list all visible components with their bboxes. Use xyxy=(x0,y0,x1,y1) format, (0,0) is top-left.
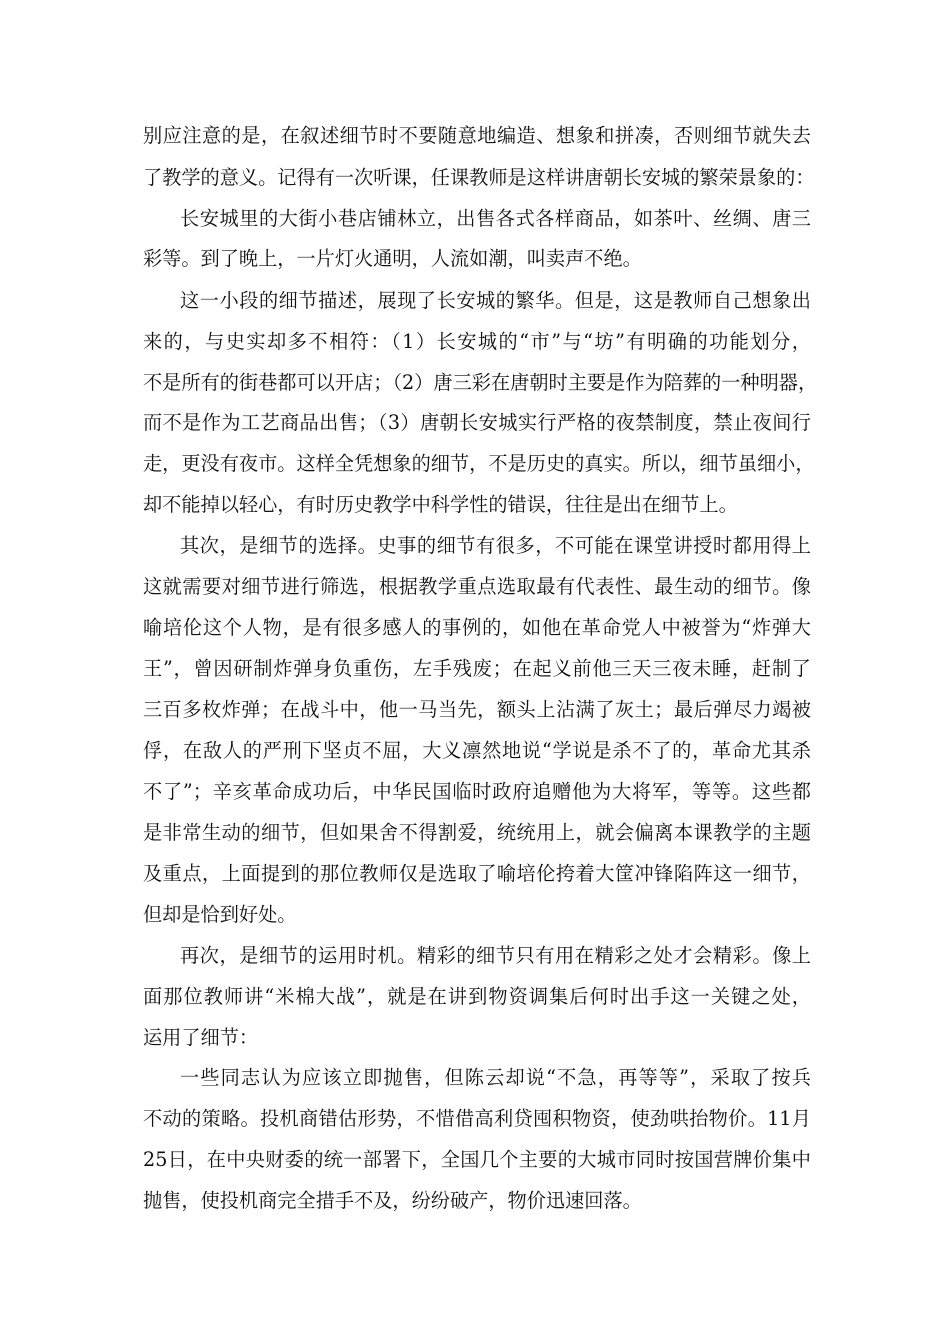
text-line: 及重点，上面提到的那位教师仅是选取了喻培伦挎着大筐冲锋陷阵这一细节， xyxy=(143,862,811,885)
text-line: 三百多枚炸弹；在战斗中，他一马当先，额头上沾满了灰土；最后弹尽力竭被 xyxy=(143,698,811,721)
text-line: 不了”；辛亥革命成功后，中华民国临时政府追赠他为大将军，等等。这些都 xyxy=(143,780,811,803)
quote-line: 抛售，使投机商完全措手不及，纷纷破产，物价迅速回落。 xyxy=(143,1189,642,1212)
text-line: 而不是作为工艺商品出售；（3）唐朝长安城实行严格的夜禁制度，禁止夜间行 xyxy=(143,411,811,434)
text-line: 不是所有的街巷都可以开店；（2）唐三彩在唐朝时主要是作为陪葬的一种明器， xyxy=(143,371,818,394)
text-line: 来的，与史实却多不相符：（1）长安城的“市”与“坊”有明确的功能划分， xyxy=(143,330,811,353)
text-line: 是非常生动的细节，但如果舍不得割爱，统统用上，就会偏离本课教学的主题 xyxy=(143,821,811,844)
text-line: 俘，在敌人的严刑下坚贞不屈，大义凛然地说“学说是杀不了的，革命尤其杀 xyxy=(143,739,811,762)
quote-line: 彩等。到了晚上，一片灯火通明，人流如潮，叫卖声不绝。 xyxy=(143,247,642,270)
text-line: 再次，是细节的运用时机。精彩的细节只有用在精彩之处才会精彩。像上 xyxy=(180,944,811,967)
text-line: 王”，曾因研制炸弹身负重伤，左手残废；在起义前他三天三夜未睡，赶制了 xyxy=(143,657,811,680)
text-line: 这一小段的细节描述，展现了长安城的繁华。但是，这是教师自己想象出 xyxy=(180,289,811,312)
quote-line: 一些同志认为应该立即抛售，但陈云却说“不急，再等等”，采取了按兵 xyxy=(180,1066,811,1089)
text-line: 走，更没有夜市。这样全凭想象的细节，不是历史的真实。所以，细节虽细小， xyxy=(143,452,815,475)
text-line: 了教学的意义。记得有一次听课，任课教师是这样讲唐朝长安城的繁荣景象的： xyxy=(143,166,815,189)
quote-line: 25日，在中央财委的统一部署下，全国几个主要的大城市同时按国营牌价集中 xyxy=(143,1148,811,1171)
text-line: 喻培伦这个人物，是有很多感人的事例的，如他在革命党人中被誉为“炸弹大 xyxy=(143,616,811,639)
text-line: 面那位教师讲“米棉大战”，就是在讲到物资调集后何时出手这一关键之处， xyxy=(143,985,811,1008)
text-line: 这就需要对细节进行筛选，根据教学重点选取最有代表性、最生动的细节。像 xyxy=(143,575,811,598)
text-line: 别应注意的是，在叙述细节时不要随意地编造、想象和拼凑，否则细节就失去 xyxy=(143,124,811,147)
quote-line: 不动的策略。投机商错估形势，不惜借高利贷囤积物资，使劲哄抬物价。11月 xyxy=(143,1107,811,1130)
text-line: 其次，是细节的选择。史事的细节有很多，不可能在课堂讲授时都用得上 xyxy=(180,534,811,557)
text-line: 却不能掉以轻心，有时历史教学中科学性的错误，往往是出在细节上。 xyxy=(143,493,738,516)
text-line: 运用了细节： xyxy=(143,1026,259,1049)
text-line: 但却是恰到好处。 xyxy=(143,903,297,926)
quote-line: 长安城里的大街小巷店铺林立，出售各式各样商品，如茶叶、丝绸、唐三 xyxy=(180,207,811,230)
